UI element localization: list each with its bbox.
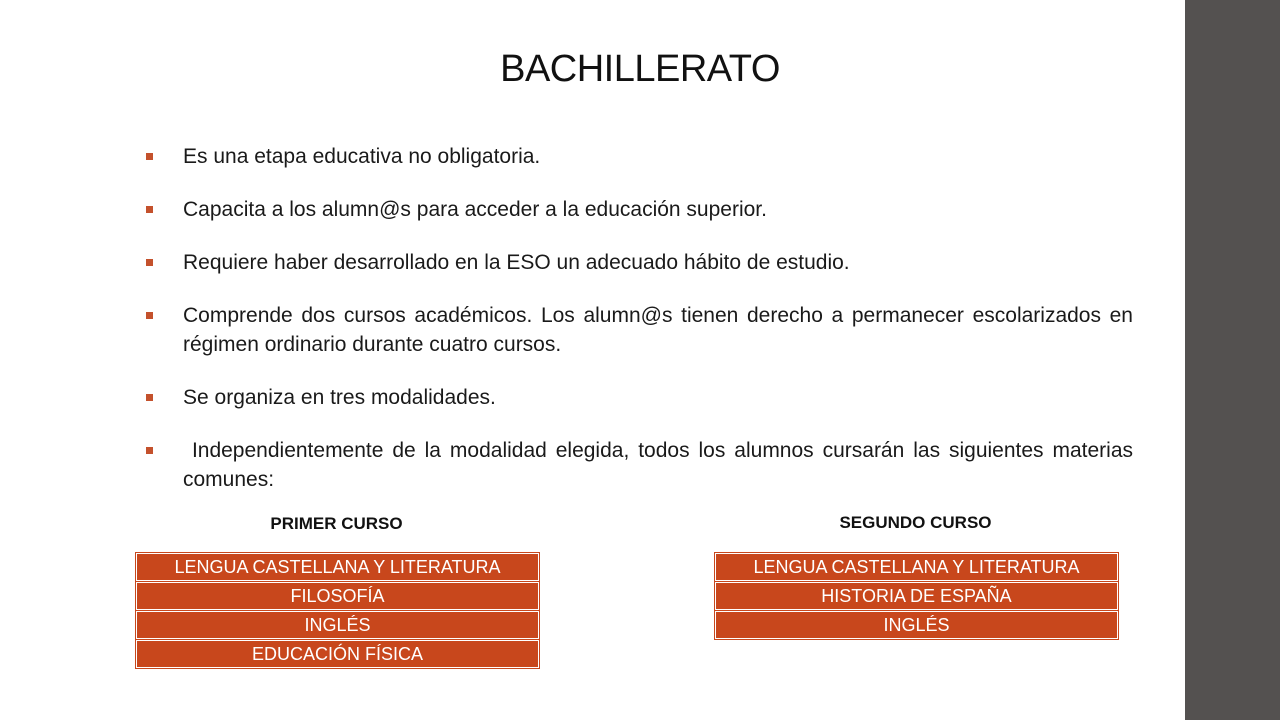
square-bullet-icon — [146, 153, 153, 160]
subject-item: LENGUA CASTELLANA Y LITERATURA — [715, 553, 1118, 581]
primer-curso-heading: PRIMER CURSO — [270, 514, 403, 533]
bullet-item — [145, 248, 1133, 277]
square-bullet-icon — [146, 206, 153, 213]
primer-curso-subjects — [136, 553, 539, 669]
bullet-item — [145, 383, 1133, 412]
bullet-item — [145, 142, 1133, 171]
slide-title: BACHILLERATO — [500, 48, 780, 90]
square-bullet-icon — [146, 447, 153, 454]
square-bullet-icon — [146, 312, 153, 319]
segundo-curso-heading: SEGUNDO CURSO — [839, 513, 992, 532]
bullet-item — [145, 301, 1133, 359]
square-bullet-icon — [146, 394, 153, 401]
bullet-text: Es una etapa educativa no obligatoria. — [183, 145, 541, 168]
bullet-list — [145, 142, 1139, 518]
subject-item: INGLÉS — [715, 611, 1118, 639]
subject-item: FILOSOFÍA — [136, 582, 539, 610]
subject-item: INGLÉS — [136, 611, 539, 639]
subject-item: HISTORIA DE ESPAÑA — [715, 582, 1118, 610]
subject-item: EDUCACIÓN FÍSICA — [136, 640, 539, 668]
bullet-item — [145, 195, 1133, 224]
square-bullet-icon — [146, 259, 153, 266]
bullet-text: Comprende dos cursos académicos. Los alumn@s tienen derecho a permanecer escolarizados en régimen ordinario durante cuatro cursos. — [183, 304, 1133, 356]
bullet-item — [145, 436, 1139, 494]
segundo-curso-subjects — [715, 553, 1118, 640]
subject-item: LENGUA CASTELLANA Y LITERATURA — [136, 553, 539, 581]
bullet-text: Requiere haber desarrollado en la ESO un adecuado hábito de estudio. — [183, 251, 850, 274]
decorative-side-bar — [1185, 0, 1280, 720]
bullet-text: Capacita a los alumn@s para acceder a la educación superior. — [183, 198, 767, 221]
bullet-text: Se organiza en tres modalidades. — [183, 386, 496, 409]
bullet-text: Independientemente de la modalidad elegida, todos los alumnos cursarán las siguientes materias comunes: — [183, 439, 1139, 491]
